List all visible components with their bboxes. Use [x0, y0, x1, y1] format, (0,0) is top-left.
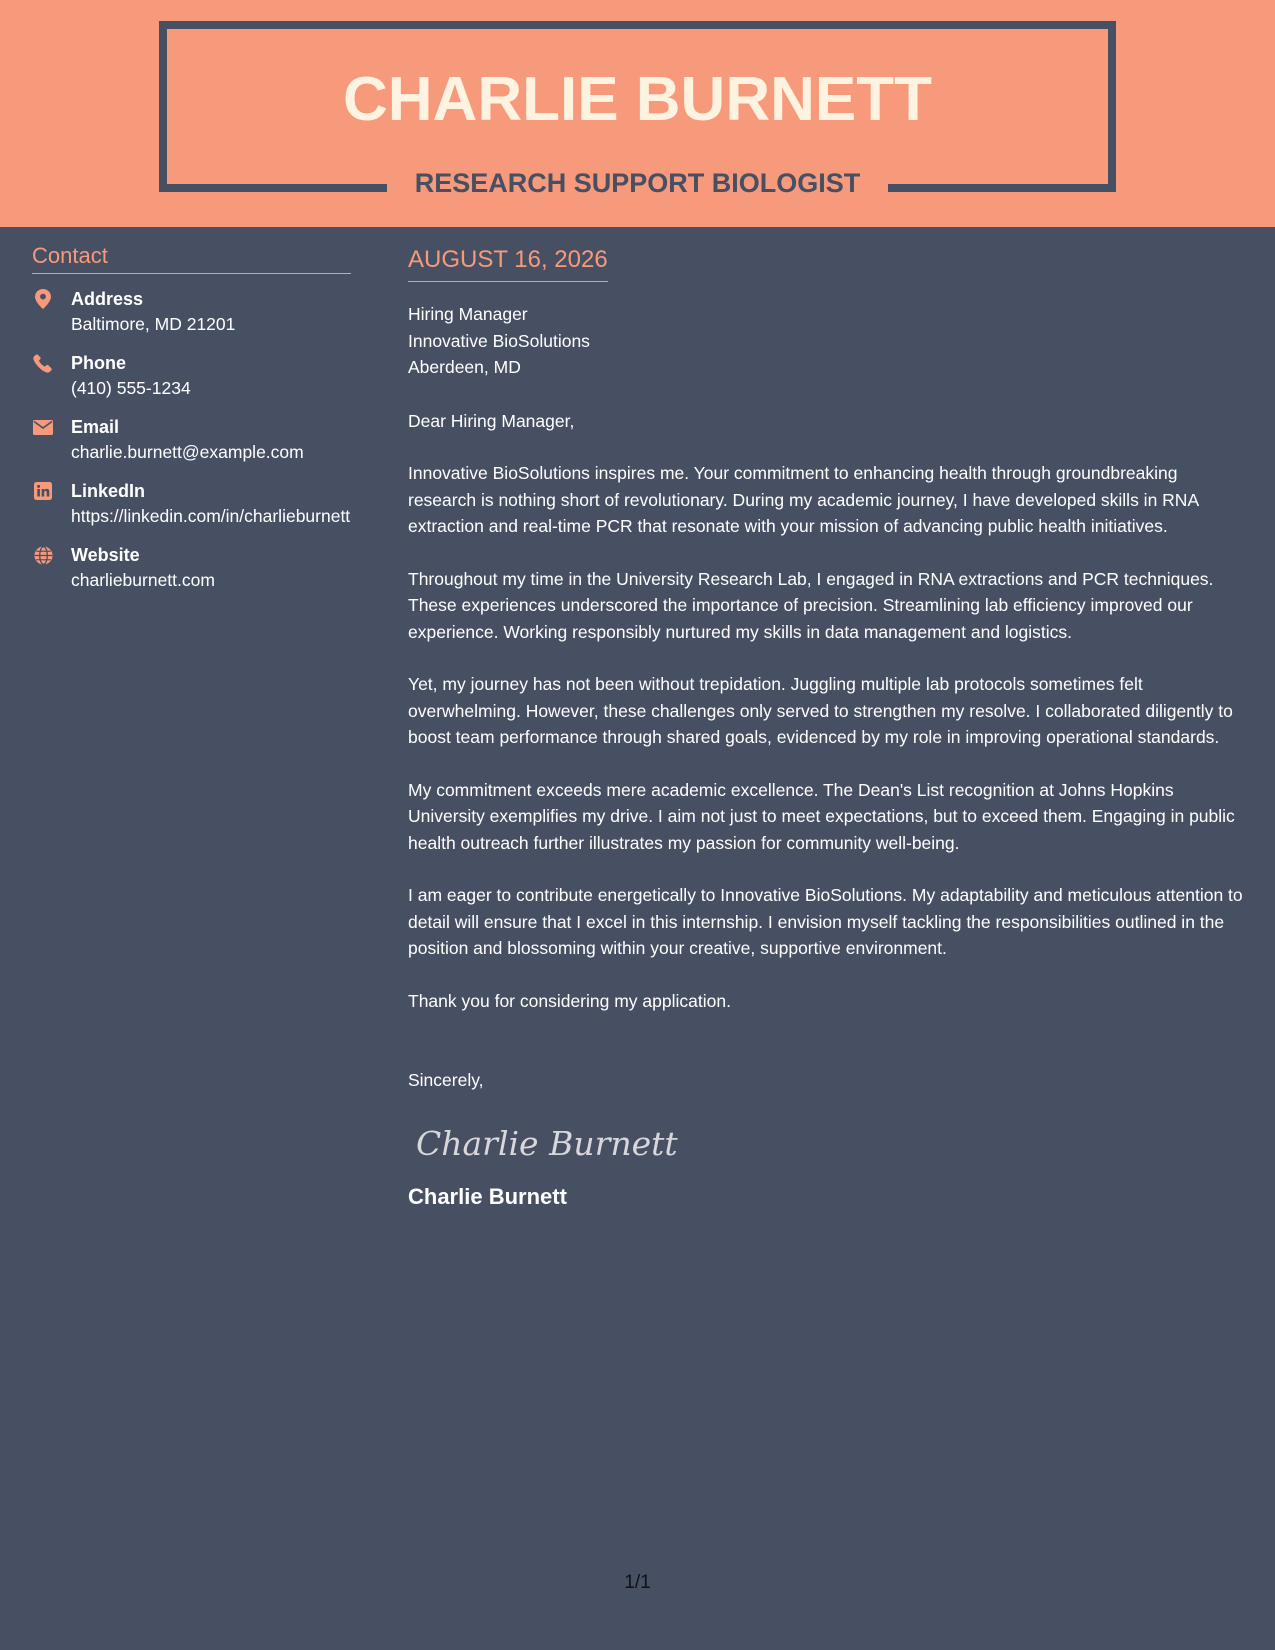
recipient-line: Hiring Manager — [408, 304, 528, 324]
contact-item-phone — [32, 351, 351, 401]
applicant-name: CHARLIE BURNETT — [343, 65, 932, 134]
signature: Charlie Burnett — [416, 1123, 678, 1163]
letter-paragraph: Innovative BioSolutions inspires me. Your commitment to enhancing health through groundbreaking research is nothing short of revolutionary. During my academic journey, I have developed skills in RNA extraction and real-time PCR that resonate with your mission of advancing public health initiatives. — [408, 463, 1199, 536]
globe-icon — [32, 544, 54, 566]
letter-paragraph: Thank you for considering my application. — [408, 990, 731, 1011]
contact-value: (410) 555-1234 — [71, 378, 191, 398]
header-frame-bottom-right — [888, 184, 1116, 192]
contact-sidebar — [32, 241, 351, 607]
contact-label: Website — [71, 545, 140, 565]
contact-item-website — [32, 543, 351, 593]
contact-label: Email — [71, 417, 120, 437]
letter-paragraph: I am eager to contribute energetically to Innovative BioSolutions. My adaptability and meticulous attention to detail will ensure that I excel in this internship. I envision myself tackling the responsibilities outlined in the position and blossoming within your creative, supportive environment. — [408, 885, 1243, 958]
contact-item-address — [32, 287, 351, 337]
letter-paragraph: Throughout my time in the University Research Lab, I engaged in RNA extractions and PCR techniques. These experiences underscored the importance of precision. Streamlining lab efficiency improved our experience. Working responsibly nurtured my skills in data management and logistics. — [408, 568, 1214, 642]
contact-value: Baltimore, MD 21201 — [71, 314, 236, 334]
map-pin-icon — [32, 288, 54, 310]
contact-value[interactable]: charlieburnett.com — [71, 570, 215, 590]
contact-value: charlie.burnett@example.com — [71, 442, 304, 462]
contact-item-linkedin — [32, 479, 351, 529]
recipient-line: Innovative BioSolutions — [408, 330, 590, 351]
phone-icon — [32, 352, 54, 374]
contact-label: Address — [71, 289, 144, 309]
contact-item-email — [32, 415, 351, 465]
contact-label: Phone — [71, 353, 127, 373]
job-title: RESEARCH SUPPORT BIOLOGIST — [414, 168, 861, 198]
closing: Sincerely, — [408, 1070, 484, 1090]
signer-name: Charlie Burnett — [408, 1183, 567, 1209]
envelope-icon — [32, 416, 54, 438]
contact-label: LinkedIn — [71, 481, 146, 501]
contact-value[interactable]: https://linkedin.com/in/charlieburnett — [71, 506, 351, 526]
linkedin-icon — [32, 480, 54, 502]
letter-paragraph: My commitment exceeds mere academic excellence. The Dean's List recognition at Johns Hopkins University exemplifies my drive. I aim not just to meet expectations, but to exceed them. Engaging in public health outreach further illustrates my passion for community well-being. — [408, 779, 1235, 853]
header-frame-bottom-left — [159, 184, 387, 192]
salutation: Dear Hiring Manager, — [408, 410, 575, 431]
recipient-block — [408, 301, 1248, 381]
letter-paragraph: Yet, my journey has not been without trepidation. Juggling multiple lab protocols sometimes felt overwhelming. However, these challenges only served to strengthen my resolve. I collaborated diligently to boost team performance through shared goals, evidenced by my role in improving operational standards. — [408, 674, 1233, 747]
page-number: 1/1 — [624, 1572, 651, 1593]
letter-date: AUGUST 16, 2026 — [408, 243, 608, 282]
recipient-line: Aberdeen, MD — [408, 357, 521, 377]
contact-heading: Contact — [32, 241, 351, 274]
contact-list — [32, 287, 351, 593]
letter-body — [408, 243, 1248, 1212]
